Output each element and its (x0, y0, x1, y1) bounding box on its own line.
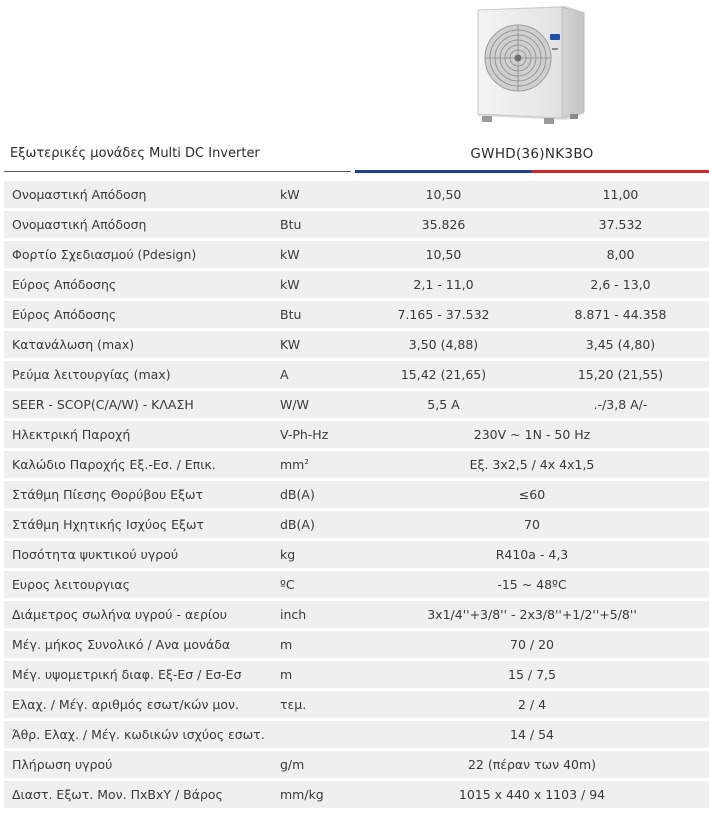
spec-label: Διάμετρος σωλήνα υγρού - αερίου (12, 607, 227, 622)
spec-label: Πλήρωση υγρού (12, 757, 113, 772)
spec-unit (280, 571, 350, 598)
spec-row (4, 601, 709, 628)
spec-unit-text: m (280, 667, 293, 682)
spec-unit-text: Btu (280, 307, 302, 322)
spec-row (4, 631, 709, 658)
spec-label: Άθρ. Ελαχ. / Μέγ. κωδικών ισχύος εσωτ. (12, 727, 265, 742)
spec-value-cooling: 15,42 (21,65) (400, 367, 487, 382)
spec-value: R410a - 4,3 (495, 547, 569, 562)
spec-unit-text: kW (280, 277, 300, 292)
spec-unit (280, 721, 350, 748)
spec-unit-text: KW (280, 337, 301, 352)
spec-unit-text: W/W (280, 397, 309, 412)
spec-row (4, 421, 709, 448)
spec-unit-text: g/m (280, 757, 305, 772)
spec-label: Καλώδιο Παροχής Εξ.-Εσ. / Επικ. (12, 457, 216, 472)
spec-row (4, 331, 709, 358)
spec-value-cooling: 7.165 - 37.532 (397, 307, 490, 322)
spec-label: Ευρος λειτουργιας (12, 577, 130, 592)
spec-row (4, 781, 709, 808)
spec-unit (280, 751, 350, 778)
spec-row (4, 361, 709, 388)
spec-label: Διαστ. Εξωτ. Μον. ΠxΒxΥ / Βάρος (12, 787, 223, 802)
heating-column-bar (532, 170, 709, 173)
spec-unit-text: kg (280, 547, 296, 562)
spec-unit (280, 331, 350, 358)
spec-value-cooling: 10,50 (425, 187, 462, 202)
spec-row (4, 751, 709, 778)
spec-unit (280, 301, 350, 328)
spec-row (4, 451, 709, 478)
title-divider (4, 171, 351, 172)
section-title: Εξωτερικές μονάδες Multi DC Inverter (10, 146, 260, 161)
spec-value-cooling: 35.826 (421, 217, 466, 232)
spec-unit (280, 361, 350, 388)
spec-value: 14 / 54 (510, 727, 554, 742)
spec-unit (280, 691, 350, 718)
spec-value-cooling: 2,1 - 11,0 (413, 277, 474, 292)
spec-unit-text: kW (280, 187, 300, 202)
spec-value: 15 / 7,5 (508, 667, 556, 682)
spec-label: Εύρος Απόδοσης (12, 277, 117, 292)
spec-unit-text: dB(A) (280, 487, 315, 502)
spec-table (4, 181, 709, 811)
spec-label: Ποσότητα ψυκτικού υγρού (12, 547, 179, 562)
spec-unit-text: V-Ph-Hz (280, 427, 329, 442)
spec-unit (280, 661, 350, 688)
spec-unit (280, 511, 350, 538)
spec-unit-text: inch (280, 607, 307, 622)
spec-unit-superscript: 2 (304, 457, 309, 466)
cooling-column-bar (355, 170, 532, 173)
spec-unit (280, 271, 350, 298)
spec-unit-text: mm (280, 457, 305, 472)
spec-row (4, 271, 709, 298)
spec-value: ≤60 (518, 487, 546, 502)
spec-label: Εύρος Απόδοσης (12, 307, 117, 322)
spec-label: Φορτίο Σχεδιασμού (Pdesign) (12, 247, 197, 262)
spec-value-heating: 8,00 (606, 247, 635, 262)
spec-label: Ελαχ. / Μέγ. αριθμός εσωτ/κών μον. (12, 697, 239, 712)
spec-value-cooling: 5,5 A (427, 397, 460, 412)
spec-unit (280, 481, 350, 508)
spec-row (4, 241, 709, 268)
spec-label: Στάθμη Ηχητικής Ισχύος Εξωτ (12, 517, 204, 532)
spec-value: 70 (524, 517, 540, 532)
spec-row (4, 481, 709, 508)
spec-row (4, 301, 709, 328)
spec-label: Στάθμη Πίεσης Θορύβου Εξωτ (12, 487, 204, 502)
spec-unit-text: dB(A) (280, 517, 315, 532)
spec-row (4, 391, 709, 418)
spec-unit (280, 781, 350, 808)
spec-unit-text: τεμ. (280, 697, 307, 712)
spec-label: SEER - SCOP(C/A/W) - ΚΛΑΣΗ (12, 397, 194, 412)
spec-unit-text: m (280, 637, 293, 652)
spec-value: 3x1/4''+3/8'' - 2x3/8''+1/2''+5/8'' (427, 607, 637, 622)
spec-value: 2 / 4 (517, 697, 547, 712)
spec-unit (280, 421, 350, 448)
spec-row (4, 721, 709, 748)
spec-value-heating: .-/3,8 A/- (593, 397, 648, 412)
spec-unit (280, 181, 350, 208)
spec-value-heating: 3,45 (4,80) (585, 337, 656, 352)
spec-unit-text: Btu (280, 217, 302, 232)
spec-value-heating: 15,20 (21,55) (577, 367, 664, 382)
spec-value: 70 / 20 (510, 637, 554, 652)
spec-unit (280, 451, 350, 478)
spec-value-heating: 37.532 (598, 217, 643, 232)
spec-value-heating: 2,6 - 13,0 (590, 277, 651, 292)
spec-unit (280, 241, 350, 268)
spec-value: -15 ~ 48ºC (497, 577, 567, 592)
spec-label: Ηλεκτρική Παροχή (12, 427, 131, 442)
outdoor-unit-image (472, 4, 592, 132)
spec-row (4, 691, 709, 718)
spec-value: Εξ. 3x2,5 / 4x 4x1,5 (469, 457, 595, 472)
spec-unit (280, 601, 350, 628)
spec-value-heating: 11,00 (602, 187, 639, 202)
spec-unit (280, 391, 350, 418)
spec-label: Μέγ. υψομετρική διαφ. Εξ-Εσ / Εσ-Εσ (12, 667, 242, 682)
spec-unit-text: ºC (280, 577, 295, 592)
spec-value-cooling: 3,50 (4,88) (408, 337, 479, 352)
spec-unit (280, 211, 350, 238)
spec-row (4, 541, 709, 568)
spec-unit-text: A (280, 367, 289, 382)
spec-row (4, 511, 709, 538)
spec-label: Μέγ. μήκος Συνολικό / Ανα μονάδα (12, 637, 231, 652)
spec-label: Ονομαστική Απόδοση (12, 187, 147, 202)
spec-row (4, 661, 709, 688)
spec-label: Ονομαστική Απόδοση (12, 217, 147, 232)
spec-value-heating: 8.871 - 44.358 (574, 307, 667, 322)
spec-unit-text: mm/kg (280, 787, 324, 802)
spec-value: 22 (πέραν των 40m) (467, 757, 597, 772)
spec-unit (280, 541, 350, 568)
spec-row (4, 181, 709, 208)
model-name: GWHD(36)NK3BO (470, 146, 594, 162)
spec-value: 230V ~ 1N - 50 Hz (473, 427, 591, 442)
spec-row (4, 211, 709, 238)
spec-unit-text: kW (280, 247, 300, 262)
spec-row (4, 571, 709, 598)
spec-value-cooling: 10,50 (425, 247, 462, 262)
spec-label: Ρεύμα λειτουργίας (max) (12, 367, 171, 382)
spec-value: 1015 x 440 x 1103 / 94 (458, 787, 606, 802)
spec-unit (280, 631, 350, 658)
spec-label: Κατανάλωση (max) (12, 337, 135, 352)
